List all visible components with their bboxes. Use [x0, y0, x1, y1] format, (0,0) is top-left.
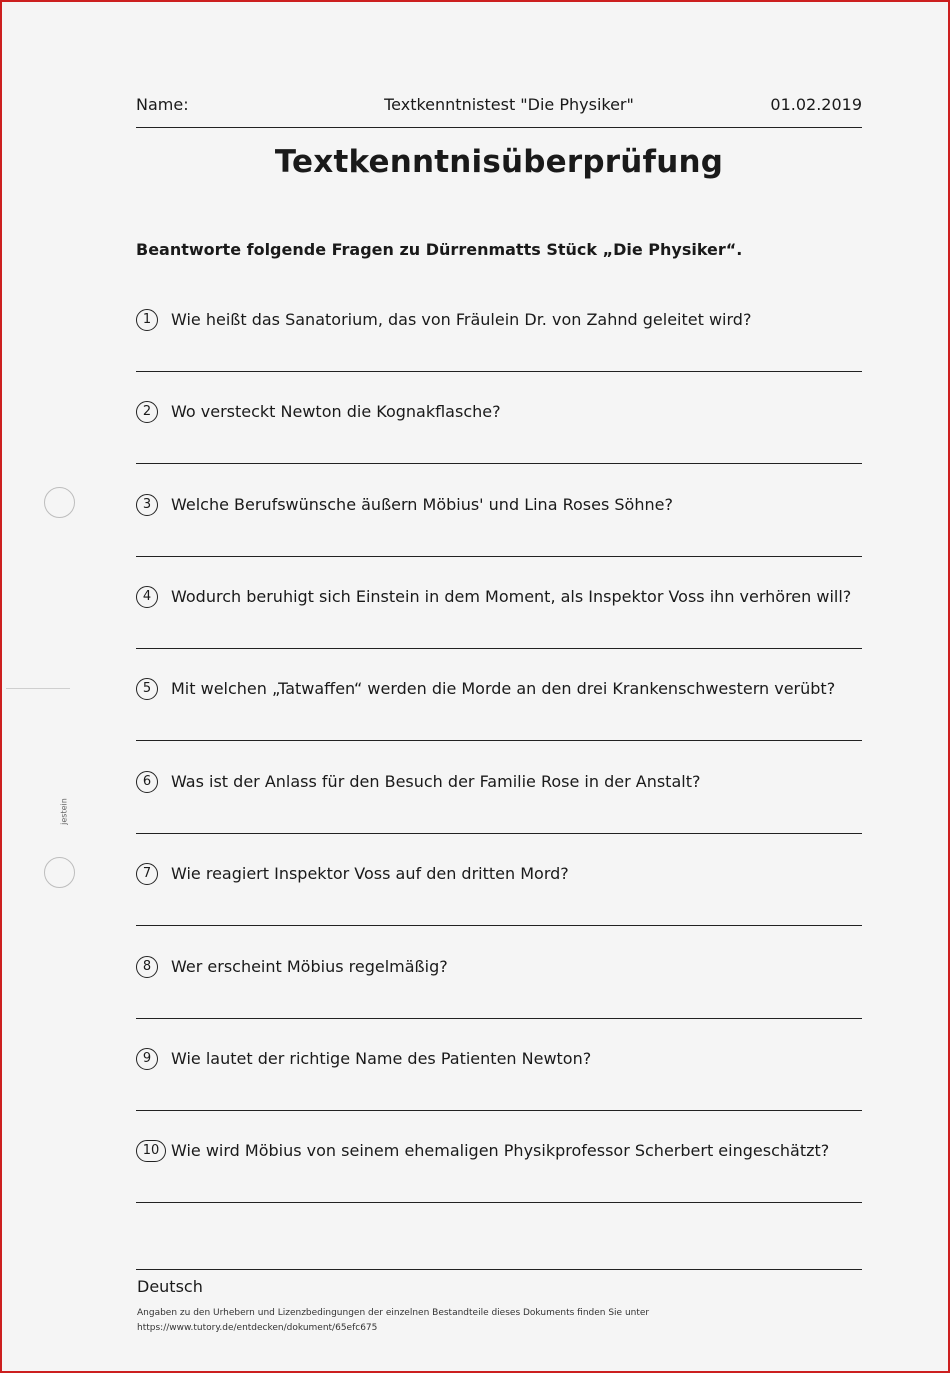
question-item — [136, 1048, 862, 1140]
answer-line[interactable] — [136, 1110, 862, 1111]
test-title: Textkenntnistest "Die Physiker" — [384, 95, 634, 114]
question-item — [136, 494, 862, 586]
answer-line[interactable] — [136, 1202, 862, 1203]
question-number: 8 — [136, 956, 158, 978]
answer-line[interactable] — [136, 833, 862, 834]
instruction-text: Beantworte folgende Fragen zu Dürrenmatts Stück „Die Physiker“. — [136, 240, 743, 259]
question-number: 4 — [136, 586, 158, 608]
question-item — [136, 956, 862, 1048]
worksheet-header — [136, 93, 862, 128]
credits-line: Angaben zu den Urhebern und Lizenzbedingungen der einzelnen Bestandteile dieses Dokuments finden Sie unter — [137, 1308, 650, 1318]
question-text: Was ist der Anlass für den Besuch der Familie Rose in der Anstalt? — [171, 772, 701, 791]
question-number: 3 — [136, 494, 158, 516]
question-item — [136, 586, 862, 678]
question-item — [136, 309, 862, 401]
question-number: 6 — [136, 771, 158, 793]
question-item — [136, 678, 862, 770]
answer-line[interactable] — [136, 463, 862, 464]
question-item — [136, 771, 862, 863]
answer-line[interactable] — [136, 925, 862, 926]
question-text: Wie wird Möbius von seinem ehemaligen Physikprofessor Scherbert eingeschätzt? — [171, 1141, 830, 1160]
question-text: Wie heißt das Sanatorium, das von Fräulein Dr. von Zahnd geleitet wird? — [171, 310, 752, 329]
question-number: 9 — [136, 1048, 158, 1070]
page-title: Textkenntnisüberprüfung — [274, 144, 724, 180]
question-number: 7 — [136, 863, 158, 885]
question-item — [136, 863, 862, 955]
question-text: Wie reagiert Inspektor Voss auf den dritten Mord? — [171, 864, 569, 883]
answer-line[interactable] — [136, 1018, 862, 1019]
answer-line[interactable] — [136, 740, 862, 741]
answer-line[interactable] — [136, 648, 862, 649]
question-number: 2 — [136, 401, 158, 423]
answer-line[interactable] — [136, 556, 862, 557]
date-label: 01.02.2019 — [770, 95, 862, 114]
question-text: Wodurch beruhigt sich Einstein in dem Moment, als Inspektor Voss ihn verhören will? — [171, 587, 852, 606]
credits-text — [137, 1306, 649, 1336]
question-number: 5 — [136, 678, 158, 700]
subject-label: Deutsch — [137, 1277, 203, 1296]
question-number: 1 — [136, 309, 158, 331]
question-text: Wie lautet der richtige Name des Patienten Newton? — [171, 1049, 592, 1068]
question-text: Wer erscheint Möbius regelmäßig? — [171, 957, 448, 976]
question-text: Welche Berufswünsche äußern Möbius' und Lina Roses Söhne? — [171, 495, 673, 514]
punch-hole-icon — [44, 487, 75, 518]
footer-divider — [136, 1269, 862, 1270]
side-author-label: jestein — [59, 798, 69, 825]
question-text: Mit welchen „Tatwaffen“ werden die Morde an den drei Krankenschwestern verübt? — [171, 679, 836, 698]
question-number: 10 — [136, 1140, 166, 1162]
fold-mark — [6, 688, 70, 689]
question-item — [136, 1140, 862, 1232]
name-label: Name: — [136, 95, 189, 114]
answer-line[interactable] — [136, 371, 862, 372]
punch-hole-icon — [44, 857, 75, 888]
question-text: Wo versteckt Newton die Kognakflasche? — [171, 402, 501, 421]
question-item — [136, 401, 862, 493]
credits-link[interactable]: https://www.tutory.de/entdecken/dokument/65efc675 — [137, 1323, 378, 1333]
